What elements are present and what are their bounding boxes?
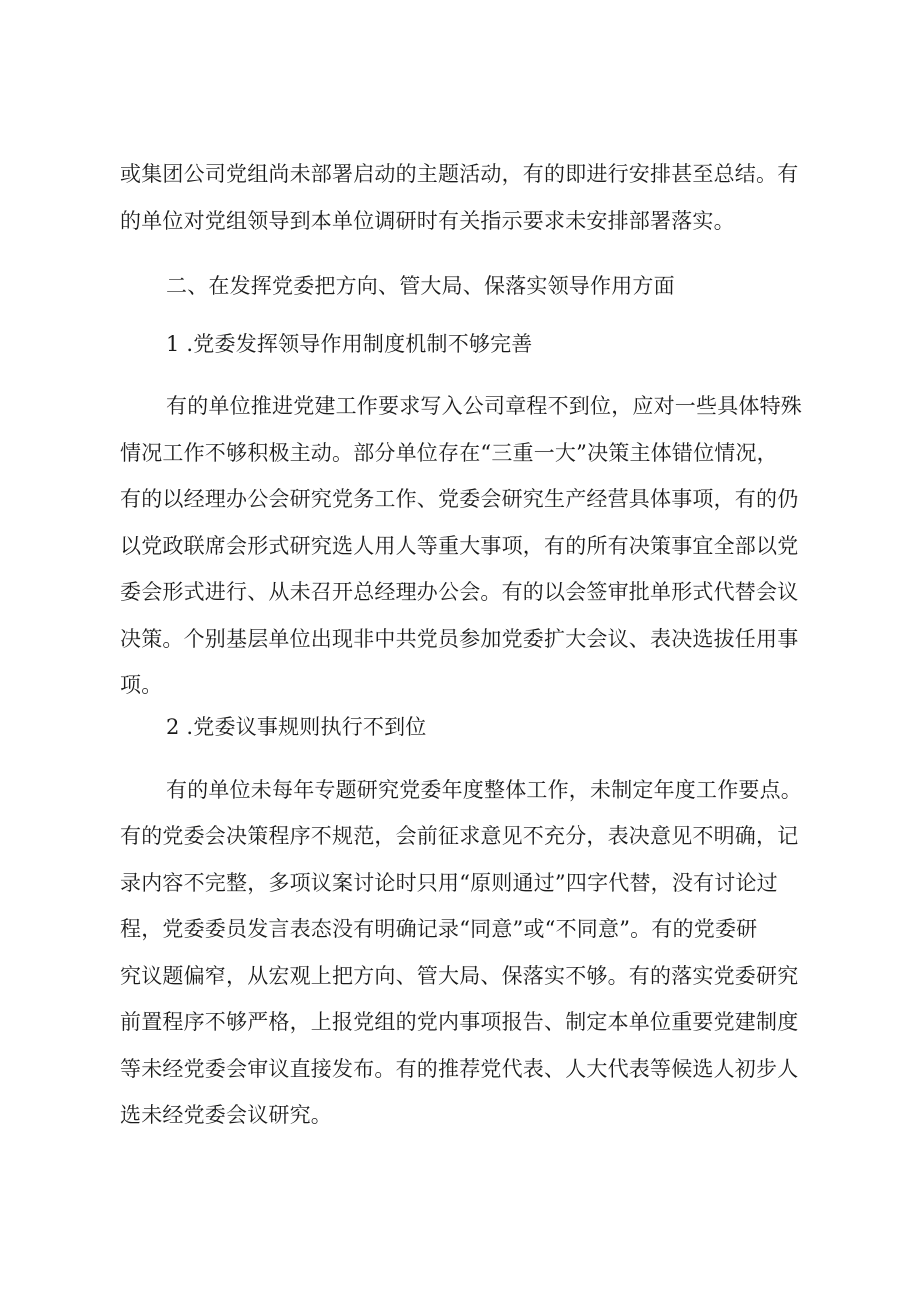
item1-line-7: 项。 [120, 673, 163, 697]
item2-line-5: 究议题偏窄，从宏观上把方向、管大局、保落实不够。有的落实党委研究 [120, 964, 799, 988]
item2-line-7: 等未经党委会审议直接发布。有的推荐党代表、人大代表等候选人初步人 [120, 1057, 799, 1081]
item1-line-6: 决策。个别基层单位出现非中共党员参加党委扩大会议、表决选拔任用事 [120, 627, 799, 651]
item2-line-1: 有的单位未每年专题研究党委年度整体工作，未制定年度工作要点。 [166, 778, 802, 802]
item1-line-1: 有的单位推进党建工作要求写入公司章程不到位，应对一些具体特殊 [166, 394, 802, 418]
continuation-line-1: 或集团公司党组尚未部署启动的主题活动，有的即进行安排甚至总结。有 [120, 162, 799, 186]
item1-line-4: 以党政联席会形式研究选人用人等重大事项，有的所有决策事宜全部以党 [120, 534, 799, 558]
item1-line-3: 有的以经理办公会研究党务工作、党委会研究生产经营具体事项，有的仍 [120, 487, 799, 511]
item2-line-3: 录内容不完整，多项议案讨论时只用“原则通过”四字代替，没有讨论过 [120, 871, 778, 895]
item2-heading: 2 .党委议事规则执行不到位 [166, 715, 427, 739]
item2-line-4: 程，党委委员发言表态没有明确记录“同意”或“不同意”。有的党委研 [120, 917, 758, 941]
section-heading: 二、在发挥党委把方向、管大局、保落实领导作用方面 [166, 274, 675, 298]
item2-line-2: 有的党委会决策程序不规范，会前征求意见不充分，表决意见不明确，记 [120, 824, 799, 848]
item2-line-6: 前置程序不够严格，上报党组的党内事项报告、制定本单位重要党建制度 [120, 1010, 799, 1034]
item2-line-8: 选未经党委会议研究。 [120, 1103, 332, 1127]
item1-line-5: 委会形式进行、从未召开总经理办公会。有的以会签审批单形式代替会议 [120, 580, 799, 604]
item1-heading: 1 .党委发挥领导作用制度机制不够完善 [166, 332, 533, 356]
continuation-line-2: 的单位对党组领导到本单位调研时有关指示要求未安排部署落实。 [120, 209, 735, 233]
item1-line-2: 情况工作不够积极主动。部分单位存在“三重一大”决策主体错位情况， [120, 441, 778, 465]
